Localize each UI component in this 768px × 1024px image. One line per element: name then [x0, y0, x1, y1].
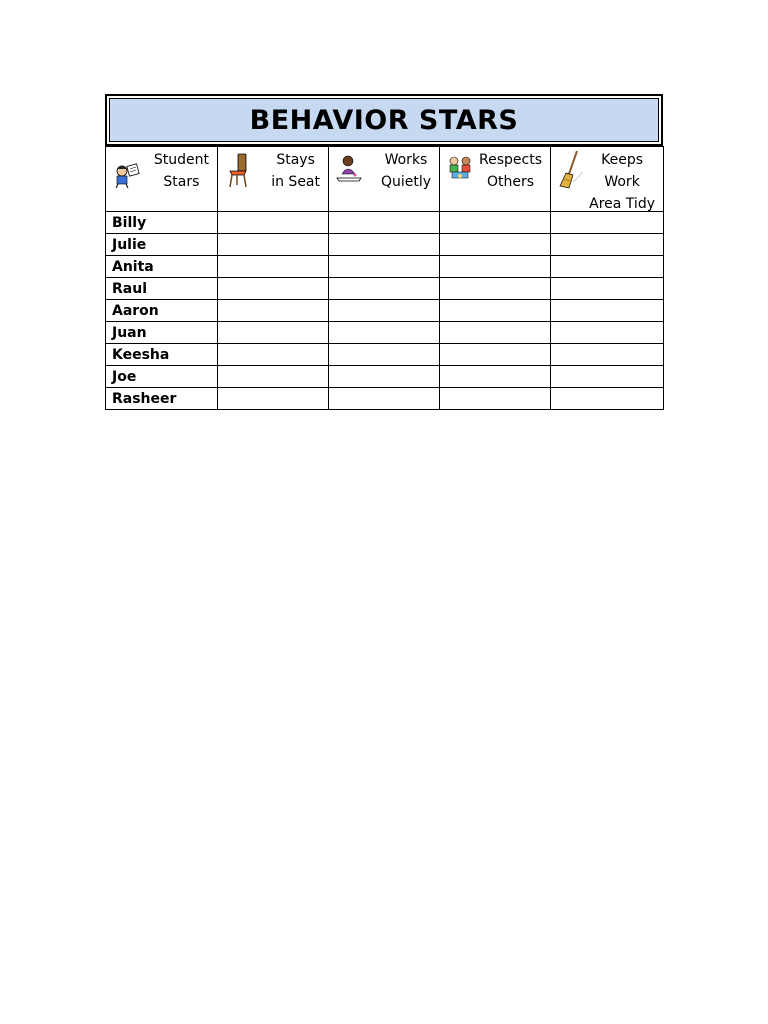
- student-icon: [112, 151, 140, 189]
- header-label: Student Stars: [153, 152, 209, 190]
- rating-cell[interactable]: [329, 344, 440, 366]
- rating-cell[interactable]: [218, 234, 329, 256]
- student-name: Julie: [106, 234, 218, 256]
- rating-cell[interactable]: [329, 278, 440, 300]
- broom-icon: [557, 147, 585, 191]
- rating-cell[interactable]: [329, 366, 440, 388]
- rating-cell[interactable]: [329, 256, 440, 278]
- chart-title: BEHAVIOR STARS: [249, 104, 519, 136]
- rating-cell[interactable]: [440, 366, 551, 388]
- header-stays-in-seat: [218, 147, 329, 212]
- rating-cell[interactable]: [218, 344, 329, 366]
- rating-cell[interactable]: [551, 256, 664, 278]
- header-label: Keeps Work Area Tidy: [589, 152, 655, 212]
- title-banner: [109, 98, 659, 142]
- rating-cell[interactable]: [329, 212, 440, 234]
- table-row: [106, 344, 664, 366]
- rating-cell[interactable]: [218, 256, 329, 278]
- header-keeps-work-area-tidy: [551, 147, 664, 212]
- rating-cell[interactable]: [440, 300, 551, 322]
- rating-cell[interactable]: [218, 300, 329, 322]
- title-box: [105, 94, 663, 146]
- student-name: Raul: [106, 278, 218, 300]
- rating-cell[interactable]: [218, 278, 329, 300]
- header-label: Stays in Seat: [271, 152, 320, 190]
- rating-cell[interactable]: [218, 322, 329, 344]
- children-group-icon: [446, 151, 474, 189]
- student-name: Keesha: [106, 344, 218, 366]
- header-label: Works Quietly: [380, 152, 431, 190]
- table-row: [106, 234, 664, 256]
- chair-icon: [224, 151, 252, 189]
- rating-cell[interactable]: [551, 366, 664, 388]
- table-row: [106, 212, 664, 234]
- header-row: [106, 147, 664, 212]
- header-student-stars: [106, 147, 218, 212]
- table-row: [106, 322, 664, 344]
- table-row: [106, 366, 664, 388]
- student-name: Aaron: [106, 300, 218, 322]
- rating-cell[interactable]: [218, 212, 329, 234]
- student-name: Joe: [106, 366, 218, 388]
- table-row: [106, 278, 664, 300]
- rating-cell[interactable]: [329, 388, 440, 410]
- working-child-icon: [335, 151, 363, 189]
- rating-cell[interactable]: [551, 278, 664, 300]
- student-name: Juan: [106, 322, 218, 344]
- header-label: Respects Others: [479, 152, 542, 190]
- rating-cell[interactable]: [551, 234, 664, 256]
- rating-cell[interactable]: [329, 300, 440, 322]
- rating-cell[interactable]: [218, 366, 329, 388]
- rating-cell[interactable]: [440, 256, 551, 278]
- behavior-chart: [105, 94, 663, 410]
- rating-cell[interactable]: [329, 322, 440, 344]
- table-row: [106, 256, 664, 278]
- rating-cell[interactable]: [440, 278, 551, 300]
- rating-cell[interactable]: [551, 300, 664, 322]
- table-row: [106, 388, 664, 410]
- rating-cell[interactable]: [551, 344, 664, 366]
- student-name: Rasheer: [106, 388, 218, 410]
- student-name: Billy: [106, 212, 218, 234]
- header-respects-others: [440, 147, 551, 212]
- rating-cell[interactable]: [440, 212, 551, 234]
- rating-cell[interactable]: [440, 234, 551, 256]
- rating-cell[interactable]: [551, 322, 664, 344]
- table-row: [106, 300, 664, 322]
- rating-cell[interactable]: [329, 234, 440, 256]
- student-name: Anita: [106, 256, 218, 278]
- rating-cell[interactable]: [551, 388, 664, 410]
- behavior-table: [105, 146, 664, 410]
- rating-cell[interactable]: [218, 388, 329, 410]
- header-works-quietly: [329, 147, 440, 212]
- rating-cell[interactable]: [440, 388, 551, 410]
- rating-cell[interactable]: [440, 322, 551, 344]
- rating-cell[interactable]: [440, 344, 551, 366]
